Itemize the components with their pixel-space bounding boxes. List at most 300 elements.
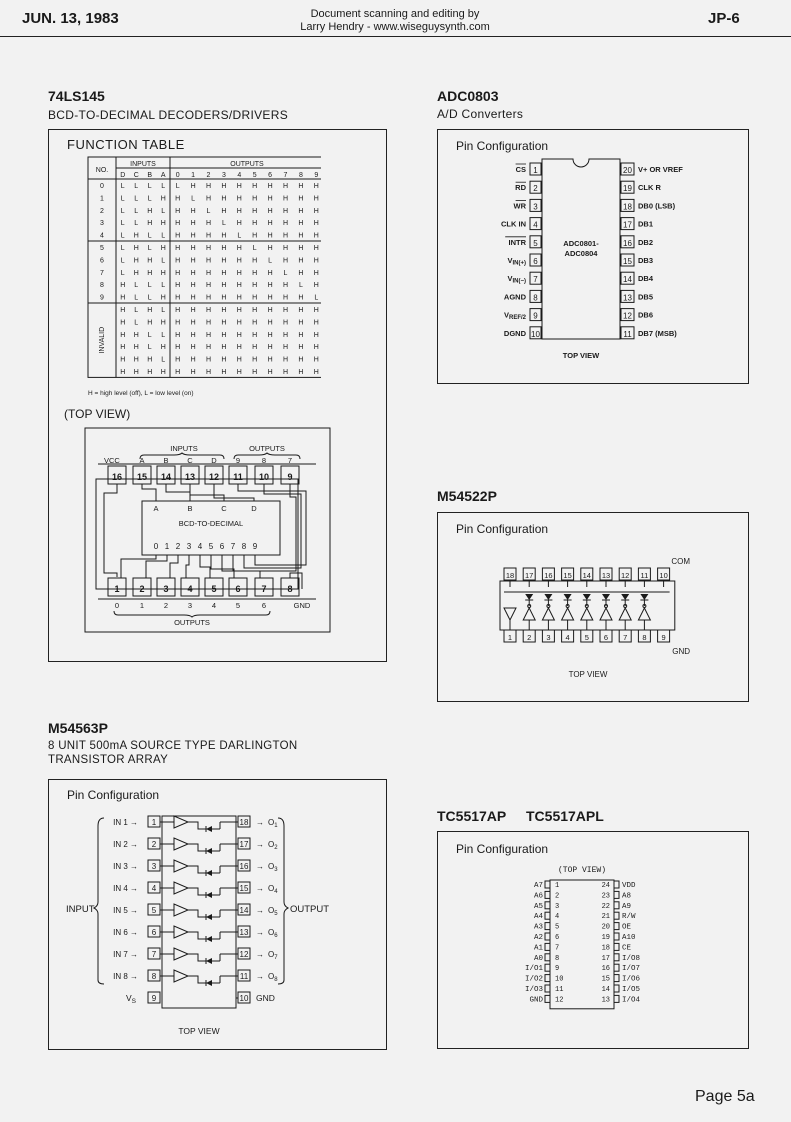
input-cell: L [120,245,125,252]
output-cell: H [313,369,319,376]
clamp-diode [544,594,552,600]
tc5517-box-title: Pin Configuration [456,842,549,856]
output-cell: H [175,207,181,215]
top-pin-number: 13 [601,571,611,580]
adc-right-pin-label: V+ OR VREF [638,165,683,174]
output-label: $O_3$ [268,862,278,873]
tc-left-pin-label: A2 [533,934,543,942]
output-cell: H [252,207,258,215]
input-cell: H [133,369,139,376]
col-header-outputs: OUTPUTS [230,161,264,168]
output-cell: H [313,183,319,190]
output-cell: H [298,232,304,240]
tc-right-pin-number: 13 [601,996,610,1005]
input-cell: H [160,319,166,327]
output-cell: H [282,245,289,252]
output-col-label: 0 [175,172,180,179]
output-cell: H [221,269,227,277]
output-cell: H [175,344,181,352]
output-cell: L [175,183,180,190]
output-wire [170,555,178,578]
com-label: COM [671,557,690,566]
tc-right-pin-label: I/O5 [622,986,641,994]
output-col-label: 8 [298,172,303,179]
input-cell: L [161,307,166,314]
input-label: IN 2 → [113,840,138,849]
bottom-pin-label: 1 [139,601,145,610]
output-cell: H [175,220,181,228]
tc-left-pin [545,923,550,930]
wire [188,932,220,939]
ls145-top-view-title: (TOP VIEW) [64,407,131,421]
output-cell: H [175,307,181,314]
output-cell: H [190,369,196,376]
output-cell: H [190,294,196,302]
top-pin-number: 14 [160,472,172,482]
output-cell: H [313,282,319,290]
top-output-number: 8 [261,456,267,465]
left-pin-number: 6 [151,928,157,937]
tc-right-pin-number: 17 [601,954,610,963]
output-cell: H [221,344,227,352]
output-cell: H [175,269,181,277]
input-group-label: INPUT [66,904,95,915]
adc-left-pin-label: INTR [508,237,526,247]
output-cell: H [252,294,258,302]
adc-left-pin-label: AGND [503,292,526,302]
output-cell: H [175,257,181,265]
bottom-pin-label: 6 [261,601,267,610]
output-cell: H [282,294,289,302]
row-number: 4 [100,232,104,240]
output-cell: H [190,245,196,252]
input-cell: H [147,207,153,215]
col-header-no: NO. [95,167,109,174]
gnd-label: GND [672,647,690,656]
tc-right-pin [614,995,619,1002]
darlington-driver [174,926,188,938]
output-cell: H [282,195,289,203]
wire [188,844,220,851]
tc-left-pin-number: 4 [555,913,560,922]
input-cell: H [160,269,166,277]
row-number: 9 [100,294,104,302]
output-cell: H [236,344,242,352]
input-cell: H [120,307,126,314]
tc-left-pin [545,912,550,919]
output-cell: H [205,183,212,190]
output-cell: H [190,344,196,352]
adc-right-pin-number: 12 [623,311,632,321]
tc5517-part-title-1: TC5517AP [437,808,507,824]
output-col-label: 1 [191,172,196,179]
tc5517-pin-diagram [440,858,745,1028]
wire [188,866,220,873]
output-cell: H [190,232,196,240]
input-cell: L [134,307,139,314]
bottom-pin-number: 1 [114,584,120,594]
output-cell: H [175,282,181,290]
header-rule [0,36,791,37]
top-pin-number: 18 [505,571,515,580]
darlington-driver [174,904,188,916]
adc-left-pin-label: RD [515,183,526,193]
input-label: IN 3 → [113,862,138,871]
output-cell: H [282,282,289,290]
clamp-diode [621,594,629,600]
top-pin-number: 11 [640,571,649,580]
tc-left-pin-label: A4 [533,913,543,922]
output-cell: H [313,331,319,339]
output-arrow: → [256,928,264,937]
tc-right-pin-number: 21 [601,913,610,922]
output-cell: H [252,232,258,240]
input-cell: L [161,257,166,265]
decoder-output-digit: 5 [208,542,214,551]
input-col-label: A [160,172,166,179]
input-cell: L [120,207,125,215]
decoder-output-digit: 3 [186,542,192,551]
output-cell: H [190,319,196,327]
header-credit [250,8,540,34]
input-col-label: D [120,172,126,179]
right-pin-number: 17 [239,840,249,849]
adc-left-pin-number: 5 [533,238,538,248]
input-cell: H [120,331,126,339]
output-cell: H [175,245,181,252]
input-col-label: C [133,172,139,179]
adc-left-pin-label: WR [513,201,526,211]
adc-right-pin-label: DB1 [638,219,654,229]
output-cell: H [267,207,273,215]
decoder-output-digit: 2 [175,542,181,551]
top-pin-number: 12 [208,472,220,482]
vcc-wire [104,484,117,577]
output-cell: H [236,319,242,327]
output-cell: H [205,331,212,339]
output-cell: H [267,245,273,252]
output-cell: H [236,307,242,314]
ls145-legend: H = high level (off), L = low level (on) [88,390,194,397]
output-arrow: → [256,906,264,915]
output-cell: H [298,307,304,314]
output-cell: H [313,257,319,265]
input-cell: L [147,232,152,240]
output-cell: H [190,282,196,290]
inputs-label: INPUTS [170,444,198,453]
bottom-pin-number: 6 [603,633,609,642]
output-cell: H [282,369,289,376]
input-cell: H [160,195,166,203]
output-cell: H [236,207,242,215]
input-cell: L [120,220,125,228]
output-arrow: → [256,840,264,849]
bottom-pin-number: 7 [623,633,628,642]
bottom-pin-number: 7 [261,584,267,594]
output-cell: H [205,220,212,228]
output-cell: H [236,294,242,302]
tc-right-pin [614,881,619,888]
top-input-letter: A [139,456,145,465]
row-number: 8 [100,282,104,290]
row-number: 3 [100,220,104,228]
tc-right-pin [614,933,619,940]
tc-left-pin-number: 12 [555,996,564,1005]
bottom-pin-number: 4 [187,584,193,594]
output-cell: H [298,269,304,277]
adc-left-pin-number: 2 [533,184,538,194]
input-cell: L [134,282,139,290]
input-cell: L [120,257,125,265]
ic-body-outline [500,581,675,630]
tc-right-pin-label: I/O8 [622,954,641,963]
output-cell: H [313,207,319,215]
adc-right-pin-label: DB0 (LSB) [638,201,676,211]
bottom-pin-number: 4 [565,633,570,642]
tc5517-part-title-2: TC5517APL [526,808,604,824]
tc-left-pin-label: I/O3 [524,986,543,994]
tc-left-pin [545,881,550,888]
adc-right-pin-label: DB4 [638,274,654,284]
output-label: $O_1$ [268,818,278,829]
output-cell: H [190,207,196,215]
output-cell: H [221,331,227,339]
driver-buffer [542,608,554,620]
input-cell: L [134,220,139,228]
driver-buffer [581,608,593,620]
tc-right-pin-label: VDD [622,882,636,890]
top-pin-number: 12 [621,571,630,580]
output-cell: H [236,195,242,203]
output-cell: H [267,356,273,364]
output-cell: H [252,356,258,364]
output-cell: H [282,307,289,314]
adc-left-pin-label: CLK IN [501,219,526,229]
top-pin-number: 11 [233,472,243,482]
input-cell: L [147,282,152,290]
clamp-diode [525,594,533,600]
adc-right-pin-label: DB5 [638,292,654,302]
output-arrow: → [256,950,264,959]
top-pin-number: 15 [136,472,148,482]
output-diode [206,914,212,920]
decoder-output-digit: 7 [230,542,236,551]
tc-right-pin [614,923,619,930]
output-cell: H [298,257,304,265]
input-cell: L [134,195,139,203]
input-cell: L [161,232,166,240]
output-cell: H [267,195,273,203]
tc-left-pin [545,964,550,971]
top-input-letter: D [211,456,217,465]
tc-left-pin-number: 8 [555,954,560,963]
output-cell: L [221,220,226,228]
left-pin-number: 5 [151,906,157,915]
input-label: IN 4 → [113,884,138,893]
outputs-bottom-label: OUTPUTS [174,618,210,627]
tc-right-pin [614,902,619,909]
output-cell: H [313,232,319,240]
adc-left-pin-label: $V_{IN(+)}$ [507,256,526,267]
input-wire [166,484,190,501]
input-cell: L [134,183,139,190]
output-cell: H [175,195,181,203]
clamp-diode [564,594,572,600]
wire [188,888,220,895]
input-cell: H [133,356,139,364]
input-cell: H [147,307,153,314]
output-cell: H [221,232,227,240]
output-cell: H [221,356,227,364]
output-col-label: 4 [237,172,242,179]
output-col-label: 9 [314,172,319,179]
output-cell: H [190,356,196,364]
output-cell: H [282,257,289,265]
left-pin-number: 8 [151,972,157,981]
adc-right-pin-label: DB6 [638,310,654,320]
output-cell: H [190,269,196,277]
top-input-letter: B [163,456,169,465]
adc-left-pin-number: 3 [533,202,538,212]
output-label: $O_2$ [268,840,278,851]
output-diode [206,936,212,942]
tc-left-pin-number: 10 [555,975,564,984]
input-cell: L [161,183,166,190]
outputs-top-label: OUTPUTS [249,444,285,453]
tc-right-pin-number: 14 [601,986,610,994]
adc-subtitle: A/D Converters [437,107,524,121]
bottom-pin-number: 2 [527,633,532,642]
input-cell: H [133,269,139,277]
output-cell: H [282,220,289,228]
darlington-driver [174,948,188,960]
tc-right-pin-label: CE [622,944,632,953]
adc-box-title: Pin Configuration [456,139,549,153]
adc-left-pin-number: 8 [533,293,538,303]
left-pin-number: 2 [151,840,157,849]
tc-left-pin [545,954,550,961]
input-cell: L [161,207,166,215]
tc-right-pin-number: 22 [601,902,610,911]
output-diode [206,958,212,964]
output-cell: H [236,331,242,339]
m54563-subtitle-1: 8 UNIT 500mA SOURCE TYPE DARLINGTON [48,740,298,752]
input-brace [94,818,104,984]
output-wire [222,555,260,578]
row-number: 5 [100,245,104,252]
ls145-package-diagram [84,427,332,633]
output-diode [206,848,212,854]
input-col-label: B [147,172,153,179]
output-cell: L [191,195,196,203]
tc-left-pin-number: 3 [555,902,560,911]
top-pin-number: 16 [111,472,123,482]
driver-buffer [619,608,631,620]
tc-left-pin-label: A3 [533,923,543,932]
decoder-output-digit: 4 [197,542,203,551]
adc-chip-label-1: ADC0801- [563,239,599,248]
output-cell: L [206,207,211,215]
output-cell: H [313,245,319,252]
adc-right-pin-label: DB2 [638,237,654,247]
tc-right-pin-label: OE [622,923,632,932]
output-cell: H [298,369,304,376]
input-cell: H [133,257,139,265]
output-cell: H [221,319,227,327]
output-cell: H [221,207,227,215]
output-cell: H [313,319,319,327]
output-cell: L [268,257,273,265]
output-cell: L [298,282,303,290]
output-cell: H [221,282,227,290]
input-cell: H [147,369,153,376]
tc-right-pin-number: 16 [601,965,610,974]
output-label: $O_4$ [268,884,278,895]
input-cell: H [120,356,126,364]
output-cell: H [205,294,212,302]
darlington-driver [174,816,188,828]
output-cell: H [252,183,258,190]
output-cell: H [298,319,304,327]
output-col-label: 3 [221,172,226,179]
input-cell: H [120,294,126,302]
output-cell: H [282,183,289,190]
input-cell: H [160,294,166,302]
output-cell: H [205,356,212,364]
clamp-diode [583,594,591,600]
input-cell: H [133,344,139,352]
output-col-label: 5 [252,172,257,179]
adc-right-pin-label: DB3 [638,256,654,265]
output-cell: H [267,331,273,339]
bottom-pin-label: 2 [163,601,169,610]
top-output-number: 9 [235,456,241,465]
adc-right-pin-number: 18 [623,202,632,212]
right-pin-number: 14 [239,906,249,915]
decoder-output-digit: 0 [153,542,159,551]
output-cell: H [313,356,319,364]
tc-right-pin-number: 23 [601,892,610,901]
bottom-pin-number: 9 [661,633,666,642]
top-pin-number: 14 [582,571,591,580]
tc-left-pin-number: 5 [555,923,560,932]
output-cell: H [252,319,258,327]
tc-left-pin-label: A0 [533,954,543,963]
wire [188,822,220,829]
input-label: IN 6 → [113,928,138,937]
input-cell: H [133,232,139,240]
top-pin-number: 10 [659,571,668,580]
tc-left-pin-label: A7 [533,882,543,890]
output-cell: H [205,195,212,203]
output-cell: H [205,245,212,252]
output-cell: H [267,294,273,302]
adc-left-pin-number: 7 [533,275,538,285]
output-label: $O_5$ [268,906,278,917]
input-cell: H [120,282,126,290]
top-pin-number: 13 [184,472,196,482]
input-cell: H [120,344,126,352]
input-cell: L [120,195,125,203]
input-label: IN 1 → [113,818,138,827]
output-cell: H [298,331,304,339]
output-cell: H [252,257,258,265]
top-pin-number: 15 [563,571,572,580]
output-cell: H [221,307,227,314]
output-cell: H [205,269,212,277]
tc-right-pin-label: A10 [622,934,636,942]
credit-line-2: Larry Hendry - www.wiseguysynth.com [300,21,490,33]
